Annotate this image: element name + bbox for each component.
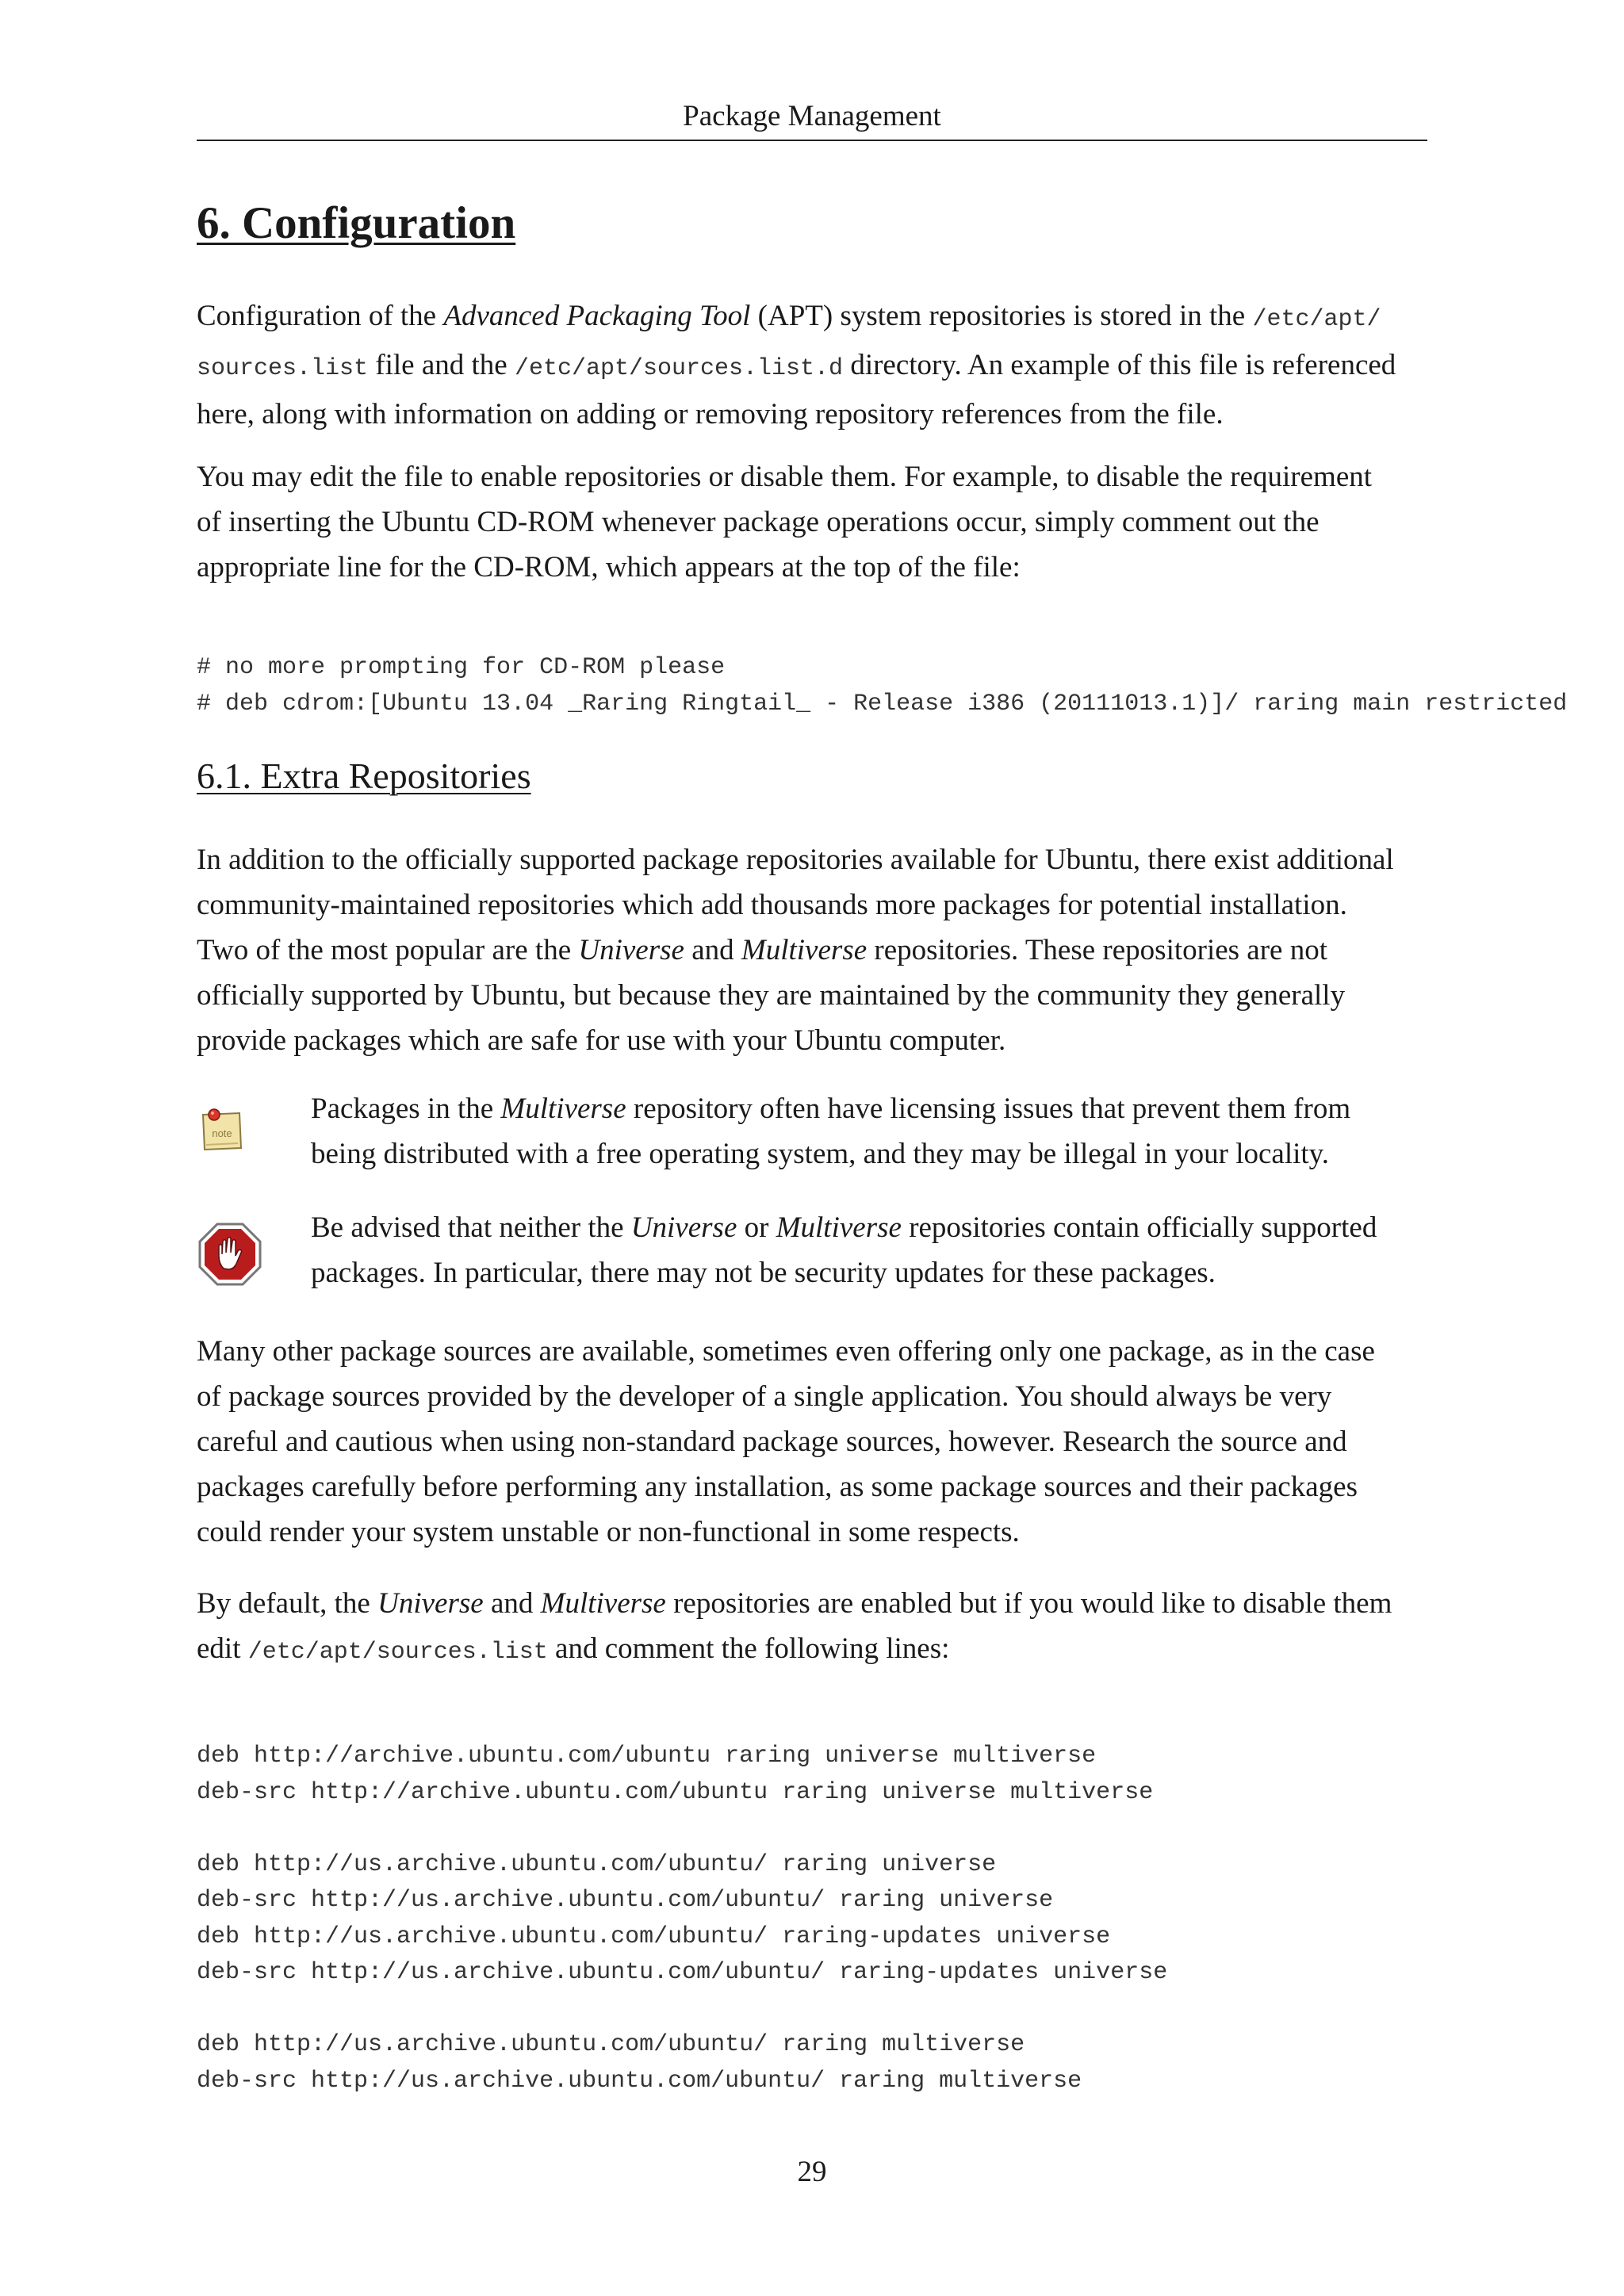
text: provide packages which are safe for use with your Ubuntu computer.	[197, 1024, 1006, 1057]
page-number: 29	[797, 2156, 827, 2188]
note-icon-label: note	[212, 1127, 232, 1139]
emphasis: Universe	[377, 1587, 484, 1620]
text: of inserting the Ubuntu CD-ROM whenever package operations occur, simply comment out the	[197, 506, 1320, 538]
text: officially supported by Ubuntu, but because they are maintained by the community they generally	[197, 979, 1346, 1012]
inline-code: /etc/apt/	[1252, 306, 1381, 333]
note-text	[311, 1086, 1421, 1177]
text: Two of the most popular are the	[197, 934, 579, 966]
text: By default, the	[197, 1587, 378, 1620]
subsection-title: 6.1. Extra Repositories	[197, 756, 531, 796]
note-admonition	[197, 1086, 1434, 1189]
paragraph-config-intro	[197, 293, 1434, 437]
text: repository often have licensing issues that prevent them from	[626, 1093, 1351, 1125]
emphasis: Advanced Packaging Tool	[443, 300, 751, 332]
inline-code: /etc/apt/sources.list.d	[514, 355, 844, 382]
emphasis: Multiverse	[776, 1211, 902, 1244]
text: here, along with information on adding or removing repository references from the file.	[197, 398, 1224, 430]
emphasis: Multiverse	[540, 1587, 666, 1620]
inline-code: sources.list	[197, 355, 369, 382]
text: directory. An example of this file is referenced	[843, 349, 1396, 381]
text: community-maintained repositories which add thousands more packages for potential installation.	[197, 889, 1347, 921]
text: appropriate line for the CD-ROM, which appears at the top of the file:	[197, 551, 1021, 584]
running-header: Package Management	[197, 97, 1427, 141]
text: repositories. These repositories are not	[867, 934, 1327, 966]
text: and comment the following lines:	[547, 1632, 950, 1665]
emphasis: Multiverse	[741, 934, 868, 966]
text: edit	[197, 1632, 248, 1665]
text: Configuration of the	[197, 300, 444, 332]
text: Be advised that neither the	[311, 1211, 631, 1244]
text: packages carefully before performing any installation, as some package sources and their packages	[197, 1471, 1358, 1503]
paragraph-edit-file	[197, 454, 1434, 590]
text: Many other package sources are available, sometimes even offering only one package, as in the case	[197, 1335, 1375, 1368]
warning-text	[311, 1205, 1421, 1295]
paragraph-other-sources	[197, 1329, 1434, 1555]
paragraph-extra-repos	[197, 837, 1434, 1063]
text: could render your system unstable or non-functional in some respects.	[197, 1516, 1020, 1548]
text: careful and cautious when using non-standard package sources, however. Research the source and	[197, 1425, 1347, 1458]
text: and	[483, 1587, 541, 1620]
text: and	[684, 934, 741, 966]
note-icon	[197, 1105, 263, 1172]
text: or	[737, 1211, 776, 1244]
text: repositories contain officially supported	[901, 1211, 1377, 1244]
text: packages. In particular, there may not be security updates for these packages.	[311, 1257, 1216, 1289]
code-listing-cdrom: # no more prompting for CD-ROM please # deb cdrom:[Ubuntu 13.04 _Raring Ringtail_ - Release i386 (20111013.1)]/ raring main restricted	[197, 654, 1568, 718]
text: Packages in the	[311, 1093, 501, 1125]
text: In addition to the officially supported package repositories available for Ubuntu, there exist additional	[197, 844, 1394, 876]
text: You may edit the file to enable repositories or disable them. For example, to disable the requirement	[197, 461, 1373, 493]
warning-admonition	[197, 1205, 1434, 1308]
text: (APT) system repositories is stored in the	[750, 300, 1253, 332]
stop-hand-icon	[197, 1221, 263, 1288]
emphasis: Universe	[578, 934, 684, 966]
text: being distributed with a free operating system, and they may be illegal in your locality.	[311, 1138, 1330, 1170]
code-listing-sources: deb http://archive.ubuntu.com/ubuntu raring universe multiverse deb-src http://archive.ubuntu.com/ubuntu raring universe multiverse deb http://us.archive.ubuntu.com/ubuntu/ raring universe deb-src http://us.archive.ubuntu.com/ubuntu/ raring universe deb http://us.archive.ubuntu.com/ubuntu/ raring-updates universe deb-src http://us.archive.ubuntu.com/ubuntu/ raring-updates universe deb http://us.archive.ubuntu.com/ubuntu/ raring multiverse deb-src http://us.archive.ubuntu.com/ubuntu/ raring multiverse	[197, 1743, 1168, 2095]
text: of package sources provided by the developer of a single application. You should always be very	[197, 1380, 1332, 1413]
paragraph-default-enabled	[197, 1581, 1434, 1675]
inline-code: /etc/apt/sources.list	[247, 1639, 548, 1666]
section-title: 6. Configuration	[197, 198, 516, 248]
emphasis: Universe	[630, 1211, 737, 1244]
text: repositories are enabled but if you would like to disable them	[665, 1587, 1392, 1620]
emphasis: Multiverse	[500, 1093, 626, 1125]
text: file and the	[368, 349, 515, 381]
